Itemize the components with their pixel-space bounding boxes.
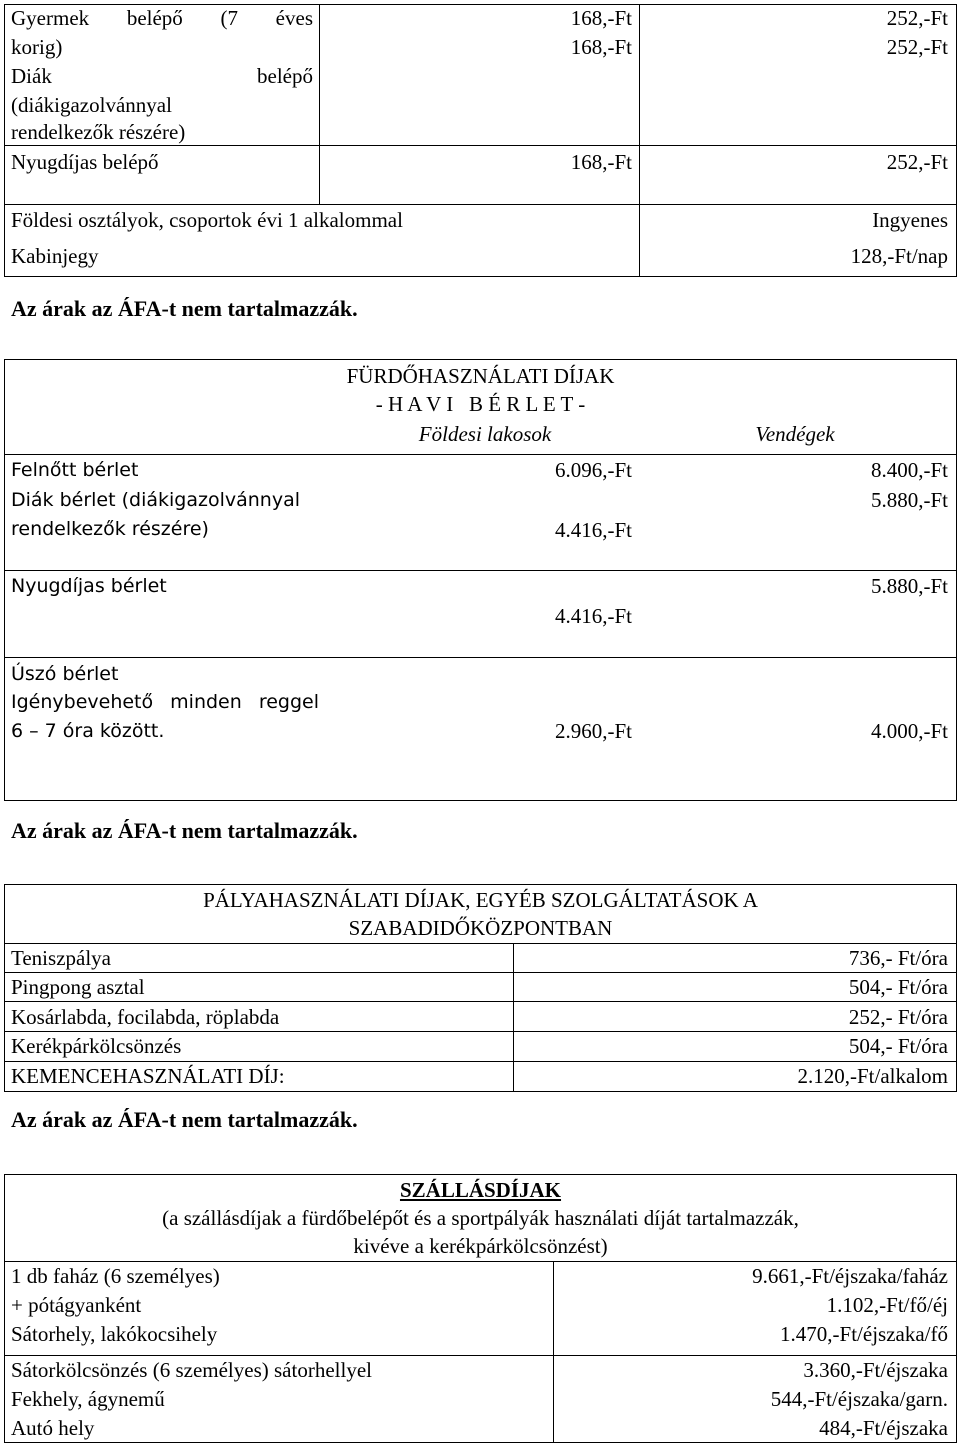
- column-header-locals: Földesi lakosok: [418, 422, 552, 446]
- section-subtitle: - H A V I B É R L E T -: [375, 392, 586, 416]
- row-label: Sátorhely, lakókocsihely: [11, 1322, 218, 1346]
- row-label: 6 – 7 óra között.: [11, 720, 165, 742]
- row-label: korig): [11, 35, 63, 59]
- price-cell: 484,-Ft/éjszaka: [819, 1416, 948, 1440]
- row-label: Sátorkölcsönzés (6 személyes) sátorhellyel: [11, 1358, 372, 1382]
- price-cell: Ingyenes: [872, 208, 948, 232]
- table-border: [956, 4, 957, 276]
- section-title: PÁLYAHASZNÁLATI DÍJAK, EGYÉB SZOLGÁLTATÁSOK A: [203, 888, 758, 912]
- table-border: [4, 657, 957, 658]
- price-cell: 504,- Ft/óra: [848, 975, 948, 999]
- price-cell: 1.470,-Ft/éjszaka/fő: [780, 1322, 948, 1346]
- price-cell: 252,- Ft/óra: [848, 1005, 948, 1029]
- price-cell: 128,-Ft/nap: [850, 244, 948, 268]
- table-border: [4, 1174, 957, 1175]
- table-border: [4, 454, 957, 455]
- row-label: KEMENCEHASZNÁLATI DÍJ:: [11, 1064, 285, 1088]
- table-border: [639, 4, 640, 276]
- table-border: [4, 359, 5, 800]
- row-label: Földesi osztályok, csoportok évi 1 alkalommal: [11, 208, 403, 232]
- price-cell: 8.400,-Ft: [870, 458, 948, 482]
- table-border: [4, 884, 957, 885]
- section-title: SZABADIDŐKÖZPONTBAN: [348, 916, 613, 940]
- price-cell: 504,- Ft/óra: [848, 1034, 948, 1058]
- table-border: [4, 4, 5, 276]
- price-cell: 4.416,-Ft: [554, 518, 632, 542]
- table-border: [4, 570, 957, 571]
- section-title: SZÁLLÁSDÍJAK: [399, 1178, 562, 1202]
- price-cell: 5.880,-Ft: [870, 488, 948, 512]
- price-cell: 2.120,-Ft/alkalom: [797, 1064, 948, 1088]
- row-label: Igénybevehető minden reggel: [11, 691, 319, 713]
- row-label: rendelkezők részére): [11, 518, 209, 540]
- row-label: rendelkezők részére): [11, 120, 186, 144]
- price-cell: 168,-Ft: [570, 6, 632, 30]
- price-cell: 2.960,-Ft: [554, 719, 632, 743]
- price-cell: 252,-Ft: [886, 35, 948, 59]
- price-cell: 4.416,-Ft: [554, 604, 632, 628]
- column-header-guests: Vendégek: [755, 422, 835, 446]
- price-cell: 6.096,-Ft: [554, 458, 632, 482]
- price-cell: 252,-Ft: [886, 150, 948, 174]
- row-label: Kabinjegy: [11, 244, 99, 268]
- section-subtitle: (a szállásdíjak a fürdőbelépőt és a sportpályák használati díját tartalmazzák,: [162, 1206, 799, 1230]
- section-title: FÜRDŐHASZNÁLATI DÍJAK: [346, 364, 615, 388]
- row-label: + pótágyanként: [11, 1293, 142, 1317]
- table-border: [956, 359, 957, 800]
- table-border: [4, 276, 957, 277]
- table-border: [4, 1091, 957, 1092]
- row-label: Kosárlabda, focilabda, röplabda: [11, 1005, 280, 1029]
- row-label: Diák belépő: [11, 64, 313, 88]
- vat-notice: Az árak az ÁFA-t nem tartalmazzák.: [11, 1107, 358, 1132]
- price-cell: 252,-Ft: [886, 6, 948, 30]
- row-label: Nyugdíjas bérlet: [11, 575, 167, 597]
- price-cell: 9.661,-Ft/éjszaka/faház: [752, 1264, 948, 1288]
- table-border: [4, 800, 957, 801]
- row-label: Úszó bérlet: [11, 663, 119, 685]
- row-label: Teniszpálya: [11, 946, 111, 970]
- price-cell: 3.360,-Ft/éjszaka: [803, 1358, 948, 1382]
- table-border: [4, 359, 957, 360]
- section-subtitle: kivéve a kerékpárkölcsönzést): [353, 1234, 608, 1258]
- row-label: Nyugdíjas belépő: [11, 150, 159, 174]
- price-cell: 1.102,-Ft/fő/éj: [826, 1293, 948, 1317]
- price-cell: 4.000,-Ft: [870, 719, 948, 743]
- row-label: Diák bérlet (diákigazolvánnyal: [11, 489, 301, 511]
- price-cell: 736,- Ft/óra: [848, 946, 948, 970]
- price-cell: 5.880,-Ft: [870, 574, 948, 598]
- row-label: (diákigazolvánnyal: [11, 93, 172, 117]
- table-border: [4, 204, 957, 205]
- vat-notice: Az árak az ÁFA-t nem tartalmazzák.: [11, 818, 358, 843]
- table-border: [319, 4, 320, 204]
- table-border: [553, 1261, 554, 1442]
- row-label: Felnőtt bérlet: [11, 459, 139, 481]
- vat-notice: Az árak az ÁFA-t nem tartalmazzák.: [11, 296, 358, 321]
- row-label: 1 db faház (6 személyes): [11, 1264, 220, 1288]
- table-border: [513, 943, 514, 1091]
- row-label: Fekhely, ágynemű: [11, 1387, 165, 1411]
- price-cell: 168,-Ft: [570, 150, 632, 174]
- price-cell: 168,-Ft: [570, 35, 632, 59]
- row-label: Pingpong asztal: [11, 975, 145, 999]
- row-label: Gyermek belépő (7 éves: [11, 6, 313, 30]
- row-label: Autó hely: [11, 1416, 95, 1440]
- row-label: Kerékpárkölcsönzés: [11, 1034, 182, 1058]
- price-cell: 544,-Ft/éjszaka/garn.: [770, 1387, 948, 1411]
